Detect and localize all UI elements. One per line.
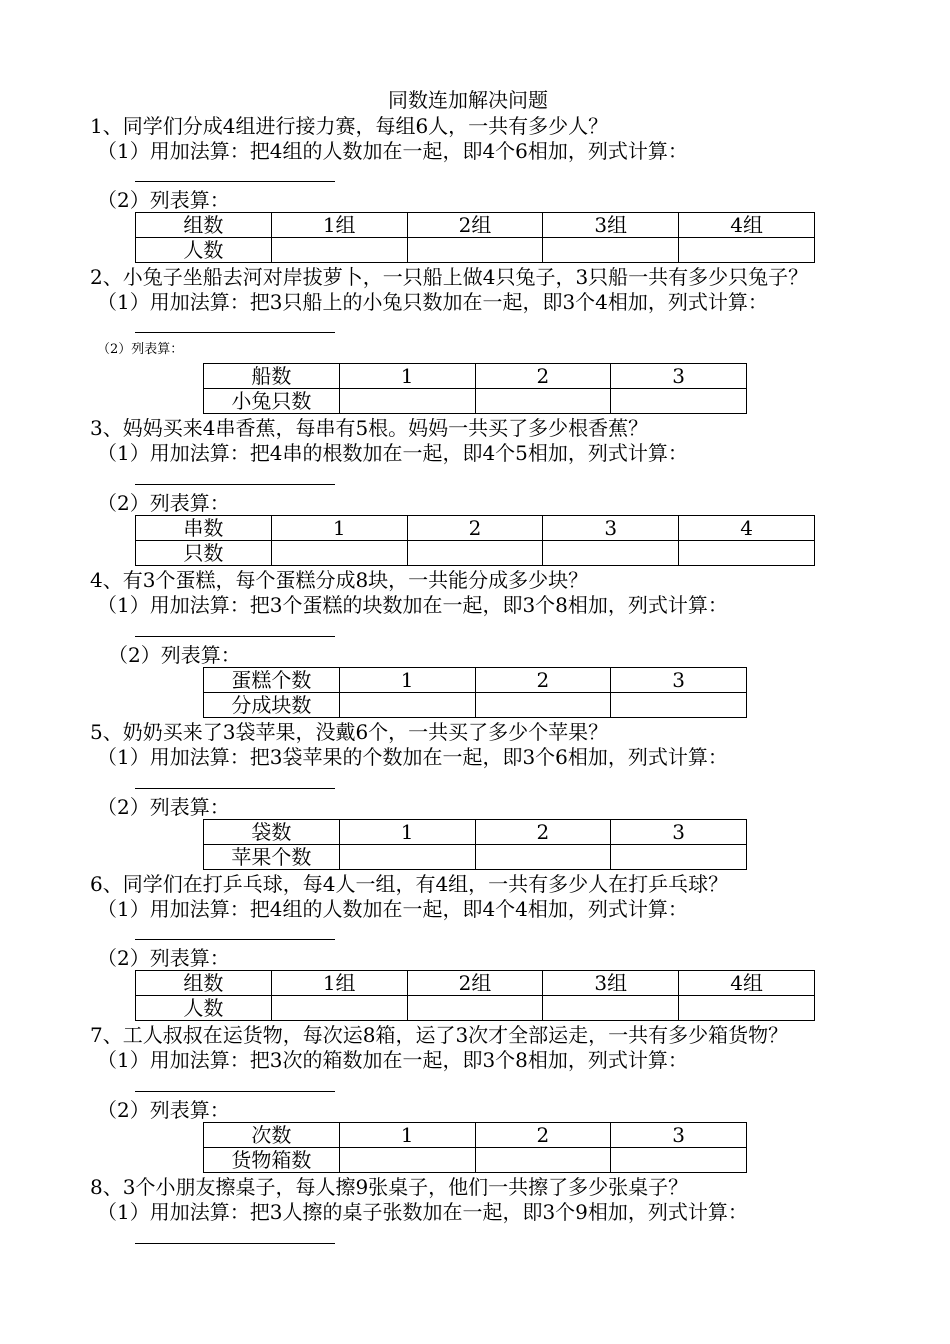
problem-6-table [135, 970, 815, 1021]
table-cell: 4 [679, 516, 815, 541]
table-cell: 1 [339, 668, 475, 693]
table-cell: 人数 [136, 238, 272, 263]
table-cell: 3 [611, 668, 747, 693]
table-answer-cell[interactable] [679, 541, 815, 566]
table-cell: 分成块数 [204, 693, 340, 718]
table-answer-cell[interactable] [339, 693, 475, 718]
problem-3-method-table: （2）列表算： [97, 491, 230, 515]
table-row [204, 820, 747, 845]
table-cell: 只数 [136, 541, 272, 566]
problem-6-question: 6、同学们在打乒乓球，每4人一组，有4组，一共有多少人在打乒乓球？ [90, 872, 729, 896]
table-row [204, 1123, 747, 1148]
table-cell: 3 [611, 364, 747, 389]
table-answer-cell[interactable] [611, 845, 747, 870]
table-cell: 3 [611, 1123, 747, 1148]
table-answer-cell[interactable] [339, 845, 475, 870]
table-cell: 2 [475, 820, 611, 845]
table-row [136, 516, 815, 541]
table-cell: 1 [339, 820, 475, 845]
problem-8-question: 8、3个小朋友擦桌子，每人擦9张桌子，他们一共擦了多少张桌子？ [90, 1175, 689, 1199]
problem-2-method-table: （2）列表算： [97, 342, 184, 357]
table-answer-cell[interactable] [271, 996, 407, 1021]
table-row [204, 364, 747, 389]
table-row [204, 389, 747, 414]
problem-5-table [203, 819, 747, 870]
table-cell: 2 [475, 1123, 611, 1148]
table-answer-cell[interactable] [475, 693, 611, 718]
page-title: 同数连加解决问题 [388, 88, 548, 112]
problem-3-question: 3、妈妈买来4串香蕉，每串有5根。妈妈一共买了多少根香蕉？ [90, 416, 649, 440]
table-cell: 1 [271, 516, 407, 541]
table-answer-cell[interactable] [543, 996, 679, 1021]
table-cell: 3 [543, 516, 679, 541]
table-answer-cell[interactable] [339, 1148, 475, 1173]
table-cell: 2 [475, 668, 611, 693]
table-answer-cell[interactable] [611, 693, 747, 718]
table-cell: 次数 [204, 1123, 340, 1148]
table-cell: 小兔只数 [204, 389, 340, 414]
table-cell: 3 [611, 820, 747, 845]
problem-8-answer-blank[interactable] [135, 1243, 335, 1244]
table-cell: 1 [339, 1123, 475, 1148]
table-cell: 人数 [136, 996, 272, 1021]
table-row [136, 971, 815, 996]
table-row [136, 541, 815, 566]
problem-4-question: 4、有3个蛋糕，每个蛋糕分成8块，一共能分成多少块？ [90, 568, 589, 592]
table-cell: 3组 [543, 971, 679, 996]
problem-5-question: 5、奶奶买来了3袋苹果，没戴6个，一共买了多少个苹果？ [90, 720, 609, 744]
problem-6-method-addition: （1）用加法算：把4组的人数加在一起，即4个4相加，列式计算： [97, 897, 688, 921]
problem-4-method-addition: （1）用加法算：把3个蛋糕的块数加在一起，即3个8相加，列式计算： [97, 593, 728, 617]
table-answer-cell[interactable] [679, 238, 815, 263]
table-cell: 组数 [136, 971, 272, 996]
table-answer-cell[interactable] [407, 238, 543, 263]
table-cell: 2组 [407, 213, 543, 238]
table-row [136, 213, 815, 238]
table-answer-cell[interactable] [543, 238, 679, 263]
table-cell: 2 [407, 516, 543, 541]
table-answer-cell[interactable] [475, 845, 611, 870]
table-answer-cell[interactable] [679, 996, 815, 1021]
problem-1-table [135, 212, 815, 263]
problem-7-method-table: （2）列表算： [97, 1098, 230, 1122]
problem-1-method-addition: （1）用加法算：把4组的人数加在一起，即4个6相加，列式计算： [97, 139, 688, 163]
table-answer-cell[interactable] [407, 996, 543, 1021]
table-cell: 苹果个数 [204, 845, 340, 870]
problem-6-method-table: （2）列表算： [97, 946, 230, 970]
table-cell: 1组 [271, 971, 407, 996]
problem-4-answer-blank[interactable] [135, 636, 335, 637]
problem-2-table [203, 363, 747, 414]
table-row [136, 238, 815, 263]
problem-2-answer-blank[interactable] [135, 332, 335, 333]
table-answer-cell[interactable] [543, 541, 679, 566]
table-answer-cell[interactable] [407, 541, 543, 566]
problem-2-method-addition: （1）用加法算：把3只船上的小兔只数加在一起，即3个4相加，列式计算： [97, 290, 768, 314]
problem-1-answer-blank[interactable] [135, 181, 335, 182]
table-row [204, 668, 747, 693]
table-row [204, 845, 747, 870]
problem-5-answer-blank[interactable] [135, 788, 335, 789]
problem-7-question: 7、工人叔叔在运货物，每次运8箱，运了3次才全部运走，一共有多少箱货物？ [90, 1023, 789, 1047]
table-cell: 2组 [407, 971, 543, 996]
problem-6-answer-blank[interactable] [135, 939, 335, 940]
table-cell: 4组 [679, 971, 815, 996]
problem-1-question: 1、同学们分成4组进行接力赛，每组6人，一共有多少人？ [90, 114, 609, 138]
table-cell: 串数 [136, 516, 272, 541]
table-cell: 3组 [543, 213, 679, 238]
problem-2-question: 2、小兔子坐船去河对岸拔萝卜，一只船上做4只兔子，3只船一共有多少只兔子？ [90, 265, 809, 289]
table-row [136, 996, 815, 1021]
table-answer-cell[interactable] [611, 389, 747, 414]
problem-5-method-table: （2）列表算： [97, 795, 230, 819]
problem-3-answer-blank[interactable] [135, 484, 335, 485]
table-answer-cell[interactable] [611, 1148, 747, 1173]
problem-7-answer-blank[interactable] [135, 1091, 335, 1092]
table-cell: 1组 [271, 213, 407, 238]
table-cell: 货物箱数 [204, 1148, 340, 1173]
table-cell: 蛋糕个数 [204, 668, 340, 693]
problem-1-method-table: （2）列表算： [97, 188, 230, 212]
problem-8-method-addition: （1）用加法算：把3人擦的桌子张数加在一起，即3个9相加，列式计算： [97, 1200, 748, 1224]
table-cell: 袋数 [204, 820, 340, 845]
table-cell: 组数 [136, 213, 272, 238]
problem-5-method-addition: （1）用加法算：把3袋苹果的个数加在一起，即3个6相加，列式计算： [97, 745, 728, 769]
problem-7-method-addition: （1）用加法算：把3次的箱数加在一起，即3个8相加，列式计算： [97, 1048, 688, 1072]
problem-4-method-table: （2）列表算： [108, 643, 241, 667]
table-row [204, 1148, 747, 1173]
table-cell: 1 [339, 364, 475, 389]
problem-3-table [135, 515, 815, 566]
problem-7-table [203, 1122, 747, 1173]
table-answer-cell[interactable] [271, 238, 407, 263]
table-cell: 船数 [204, 364, 340, 389]
table-answer-cell[interactable] [339, 389, 475, 414]
table-cell: 2 [475, 364, 611, 389]
table-answer-cell[interactable] [271, 541, 407, 566]
table-answer-cell[interactable] [475, 1148, 611, 1173]
table-row [204, 693, 747, 718]
table-answer-cell[interactable] [475, 389, 611, 414]
problem-4-table [203, 667, 747, 718]
table-cell: 4组 [679, 213, 815, 238]
problem-3-method-addition: （1）用加法算：把4串的根数加在一起，即4个5相加，列式计算： [97, 441, 688, 465]
